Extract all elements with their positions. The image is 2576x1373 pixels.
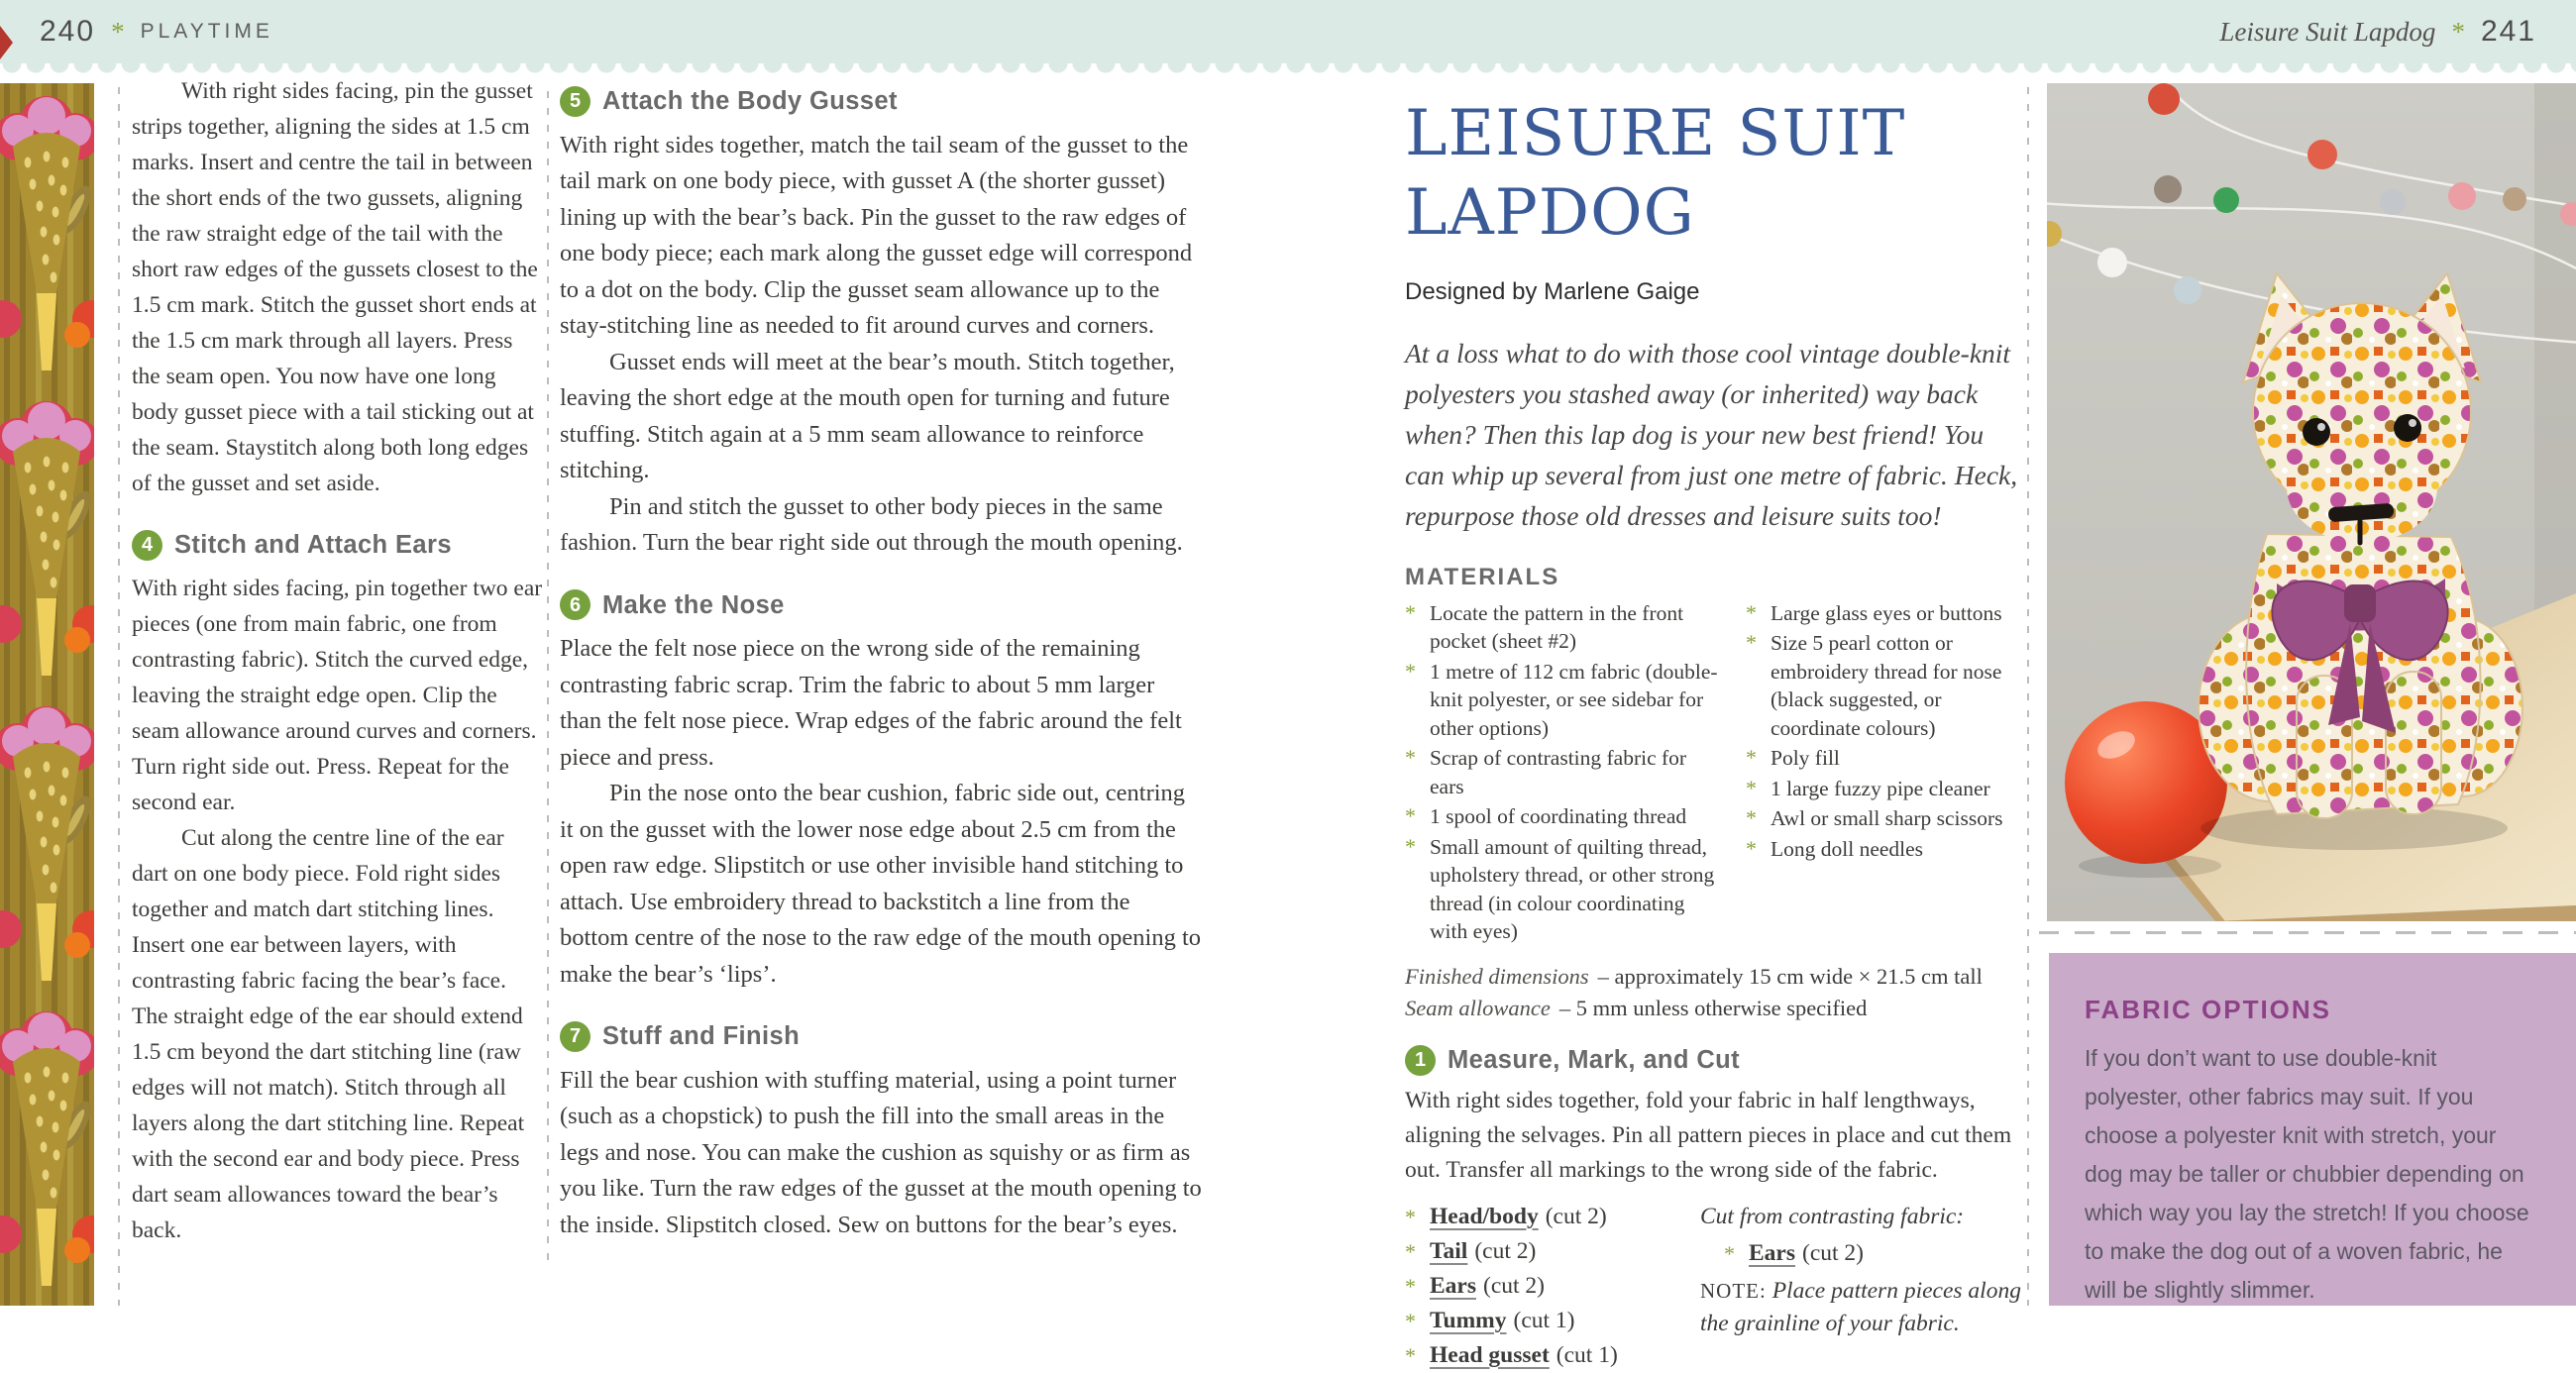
asterisk-bullet-icon: *	[1746, 835, 1757, 861]
contrast-heading: Cut from contrasting fabric:	[1700, 1203, 1965, 1229]
piece-name: Head gusset	[1430, 1341, 1550, 1368]
asterisk-bullet-icon: *	[1724, 1240, 1735, 1266]
piece-name: Tail	[1430, 1237, 1468, 1264]
instruction-paragraph: Fill the bear cushion with stuffing material, using a point turner (such as a chopstick) to push the fill into the small areas in the legs and nose. You can make the cushion as squishy or as firm as you like. Turn the raw edges of the gusset at the mouth opening to the inside. Slipstitch closed. Sew on buttons for the bear’s eyes.	[560, 1066, 1202, 1238]
asterisk-bullet-icon: *	[1405, 833, 1416, 859]
list-item	[1405, 658, 1720, 743]
section-title: PLAYTIME	[140, 20, 273, 43]
piece-name: Ears	[1749, 1239, 1795, 1266]
asterisk-bullet-icon: *	[1405, 745, 1416, 770]
asterisk-bullet-icon: *	[1405, 1238, 1416, 1264]
materials-heading: MATERIALS	[1405, 563, 1560, 590]
list-item	[1405, 1304, 1700, 1338]
cut-piece	[1430, 1304, 1575, 1338]
cut-piece	[1430, 1234, 1536, 1269]
seam-allowance	[1405, 994, 2027, 1023]
material-item: Size 5 pearl cotton or embroidery thread for nose (black suggested, or coordinate colours)	[1771, 631, 2002, 740]
asterisk-bullet-icon: *	[1405, 599, 1416, 625]
piece-name: Tummy	[1430, 1307, 1507, 1333]
piece-qty: (cut 2)	[1474, 1237, 1537, 1264]
dashed-divider-horizontal	[2039, 931, 2576, 934]
finished-dimensions	[1405, 962, 2027, 992]
instruction-paragraph: With right sides facing, pin together two ear pieces (one from main fabric, one from contrasting fabric). Stitch the curved edge, leaving the straight edge open. Clip the seam allowance around curves and corners. Turn right side out. Press. Repeat for the second ear.	[132, 576, 543, 815]
header-left	[40, 15, 273, 49]
instruction-paragraph: With right sides facing, pin the gusset strips together, aligning the sides at 1.5 cm marks. Insert and centre the tail in between the short ends of the two gussets, aligning the raw straight edge of the tail with the short raw edges of the gussets closest to the 1.5 cm mark. Stitch the gusset short ends at the 1.5 cm mark through all layers. Press the seam open. You now have one long body gusset piece with a tail sticking out at the seam. Staystitch along both long edges of the gusset and set aside.	[132, 78, 538, 496]
step-title: Make the Nose	[602, 590, 785, 619]
fabric-swatch-strip	[0, 83, 94, 1306]
seam-value: – 5 mm unless otherwise specified	[1558, 995, 1868, 1020]
asterisk-bullet-icon: *	[1405, 658, 1416, 684]
list-item	[1405, 744, 1720, 800]
material-item: 1 spool of coordinating thread	[1430, 804, 1687, 828]
step-title: Attach the Body Gusset	[602, 87, 898, 115]
intro-paragraph: At a loss what to do with those cool vintage double-knit polyesters you stashed away (or inherited) way back when? Then this lap dog is your new best friend! You can whip up several from just one metre of fabric. Heck, repurpose those old dresses and leisure suits too!	[1405, 338, 2018, 531]
step-title: Stuff and Finish	[602, 1022, 801, 1050]
instruction-paragraph: Pin and stitch the gusset to other body pieces in the same fashion. Turn the bear right side out through the mouth opening.	[560, 492, 1183, 556]
material-item: Awl or small sharp scissors	[1771, 806, 2003, 830]
list-item	[1746, 744, 2025, 773]
material-item: Poly fill	[1771, 746, 1840, 770]
list-item	[1746, 629, 2025, 742]
step-number-badge: 4	[132, 530, 162, 561]
step-title: Measure, Mark, and Cut	[1448, 1045, 1741, 1074]
project-photo	[2047, 83, 2576, 921]
cutting-list-main	[1405, 1200, 1700, 1373]
project-title-line2: LAPDOG	[1405, 176, 1695, 250]
list-item	[1405, 1338, 1700, 1373]
piece-qty: (cut 2)	[1545, 1203, 1607, 1229]
piece-qty: (cut 1)	[1513, 1307, 1575, 1333]
cut-piece	[1430, 1269, 1545, 1304]
material-item: 1 large fuzzy pipe cleaner	[1771, 776, 1990, 800]
asterisk-icon: *	[2451, 16, 2465, 47]
step-number-badge: 6	[560, 589, 590, 620]
running-title: Leisure Suit Lapdog	[2219, 16, 2436, 47]
contrast-items	[1700, 1236, 2027, 1271]
materials-column-1	[1405, 599, 1720, 948]
material-item: Locate the pattern in the front pocket (sheet #2)	[1430, 600, 1684, 653]
material-item: Small amount of quilting thread, upholstery thread, or other strong thread (in colour coordinating with eyes)	[1430, 834, 1715, 943]
note-text: Place pattern pieces along the grainline of your fabric.	[1700, 1277, 2021, 1336]
left-page-column-1	[132, 73, 545, 1248]
grainline-note	[1700, 1275, 2027, 1340]
left-page-column-2	[560, 77, 1202, 1243]
instruction-paragraph: Cut along the centre line of the ear dart on one body piece. Fold right sides together and match dart stitching lines. Insert one ear between layers, with contrasting fabric facing the bear’s face. The straight edge of the ear should extend 1.5 cm beyond the dart stitching line (raw edges will not match). Stitch through all layers along the dart stitching line. Repeat with the second ear and body piece. Press dart seam allowances toward the bear’s back.	[132, 825, 525, 1243]
step-number-badge: 1	[1405, 1045, 1436, 1076]
cut-piece	[1749, 1236, 1864, 1271]
list-item	[1405, 1200, 1700, 1234]
materials-column-2	[1746, 599, 2025, 948]
sidebar-heading: FABRIC OPTIONS	[2085, 995, 2332, 1024]
cut-piece	[1430, 1338, 1618, 1373]
step-title: Stitch and Attach Ears	[174, 531, 452, 559]
dimensions-label: Finished dimensions	[1405, 963, 1589, 989]
piece-name: Head/body	[1430, 1203, 1539, 1229]
cutting-list	[1405, 1200, 2027, 1373]
list-item	[1746, 804, 2025, 833]
header-right	[2219, 15, 2536, 49]
list-item	[1746, 775, 2025, 803]
list-item	[1746, 835, 2025, 864]
material-item: Long doll needles	[1771, 836, 1924, 861]
page-number-left: 240	[40, 15, 96, 48]
running-header	[0, 0, 2576, 63]
step-5-heading	[560, 83, 1202, 120]
piece-name: Ears	[1430, 1272, 1476, 1299]
instruction-paragraph: Place the felt nose piece on the wrong side of the remaining contrasting fabric scrap. Trim the fabric to about 5 mm larger than the felt nose piece. Wrap edges of the fabric around the felt piece and press.	[560, 635, 1182, 771]
right-page-article	[1405, 94, 2027, 1373]
instruction-paragraph: With right sides together, match the tail seam of the gusset to the tail mark on one body piece, with gusset A (the shorter gusset) lining up with the bear’s back. Pin the gusset to the raw edges of one body piece; each mark along the gusset edge will correspond to a dot on the body. Clip the gusset seam allowance up to the stay-stitching line as needed to fit around curves and corners.	[560, 131, 1193, 339]
note-label: NOTE:	[1700, 1278, 1767, 1303]
materials-list	[1405, 599, 2027, 948]
cutting-list-contrast	[1700, 1200, 2027, 1373]
step-1-heading	[1405, 1045, 2027, 1076]
list-item	[1746, 599, 2025, 628]
dimensions-value: – approximately 15 cm wide × 21.5 cm tall	[1597, 963, 1983, 989]
instruction-paragraph: Gusset ends will meet at the bear’s mouth. Stitch together, leaving the short edge at the mouth open for turning and future stuffing. Stitch again at a 5 mm seam allowance to reinforce stitching.	[560, 348, 1175, 483]
step-number-badge: 5	[560, 86, 590, 117]
asterisk-bullet-icon: *	[1746, 745, 1757, 770]
list-item	[1700, 1236, 2027, 1271]
asterisk-bullet-icon: *	[1405, 1342, 1416, 1368]
dashed-divider-vertical	[118, 87, 120, 1306]
fabric-options-sidebar	[2049, 953, 2576, 1306]
step-number-badge: 7	[560, 1021, 590, 1052]
piece-qty: (cut 1)	[1556, 1341, 1618, 1368]
step-4-heading	[132, 527, 545, 563]
asterisk-bullet-icon: *	[1746, 599, 1757, 625]
step-7-heading	[560, 1018, 1202, 1055]
piece-qty: (cut 2)	[1802, 1239, 1864, 1266]
dashed-divider-vertical	[547, 91, 549, 1260]
page-number-right: 241	[2480, 15, 2536, 48]
project-title-line1: LEISURE SUIT	[1405, 97, 1906, 170]
list-item	[1405, 1269, 1700, 1304]
material-item: Large glass eyes or buttons	[1771, 600, 2002, 625]
instruction-paragraph: With right sides together, fold your fabric in half lengthways, aligning the selvages. Pin all pattern pieces in place and cut them out. Transfer all markings to the wrong side of the fabric.	[1405, 1087, 2012, 1183]
designer-byline: Designed by Marlene Gaige	[1405, 278, 1700, 305]
asterisk-bullet-icon: *	[1746, 630, 1757, 655]
asterisk-bullet-icon: *	[1405, 1204, 1416, 1229]
step-6-heading	[560, 587, 1202, 624]
piece-qty: (cut 2)	[1483, 1272, 1545, 1299]
project-title	[1405, 94, 2027, 253]
list-item	[1405, 599, 1720, 656]
dashed-divider-vertical	[2027, 87, 2029, 1306]
asterisk-bullet-icon: *	[1746, 775, 1757, 800]
asterisk-bullet-icon: *	[1405, 803, 1416, 828]
instruction-paragraph: Pin the nose onto the bear cushion, fabric side out, centring it on the gusset with the lower nose edge about 2.5 cm from the open raw edge. Slipstitch or use other invisible hand stitching to attach. Use embroidery thread to backstitch a line from the bottom centre of the nose to the raw edge of the mouth opening to make the bear’s ‘lips’.	[560, 780, 1202, 988]
scalloped-edge	[0, 63, 2576, 73]
asterisk-bullet-icon: *	[1405, 1308, 1416, 1333]
list-item	[1405, 833, 1720, 946]
sidebar-body: If you don’t want to use double-knit polyester, other fabrics may suit. If you choose a polyester knit with stretch, your dog may be taller or chubbier depending on which way you lay the stretch! If you choose to make the dog out of a woven fabric, he will be slightly slimmer.	[2085, 1045, 2529, 1303]
list-item	[1405, 1234, 1700, 1269]
asterisk-icon: *	[111, 16, 125, 47]
cut-piece	[1430, 1200, 1607, 1234]
seam-label: Seam allowance	[1405, 995, 1551, 1020]
material-item: 1 metre of 112 cm fabric (double-knit polyester, or see sidebar for other options)	[1430, 659, 1718, 740]
asterisk-bullet-icon: *	[1405, 1273, 1416, 1299]
list-item	[1405, 802, 1720, 831]
asterisk-bullet-icon: *	[1746, 805, 1757, 830]
material-item: Scrap of contrasting fabric for ears	[1430, 746, 1687, 798]
